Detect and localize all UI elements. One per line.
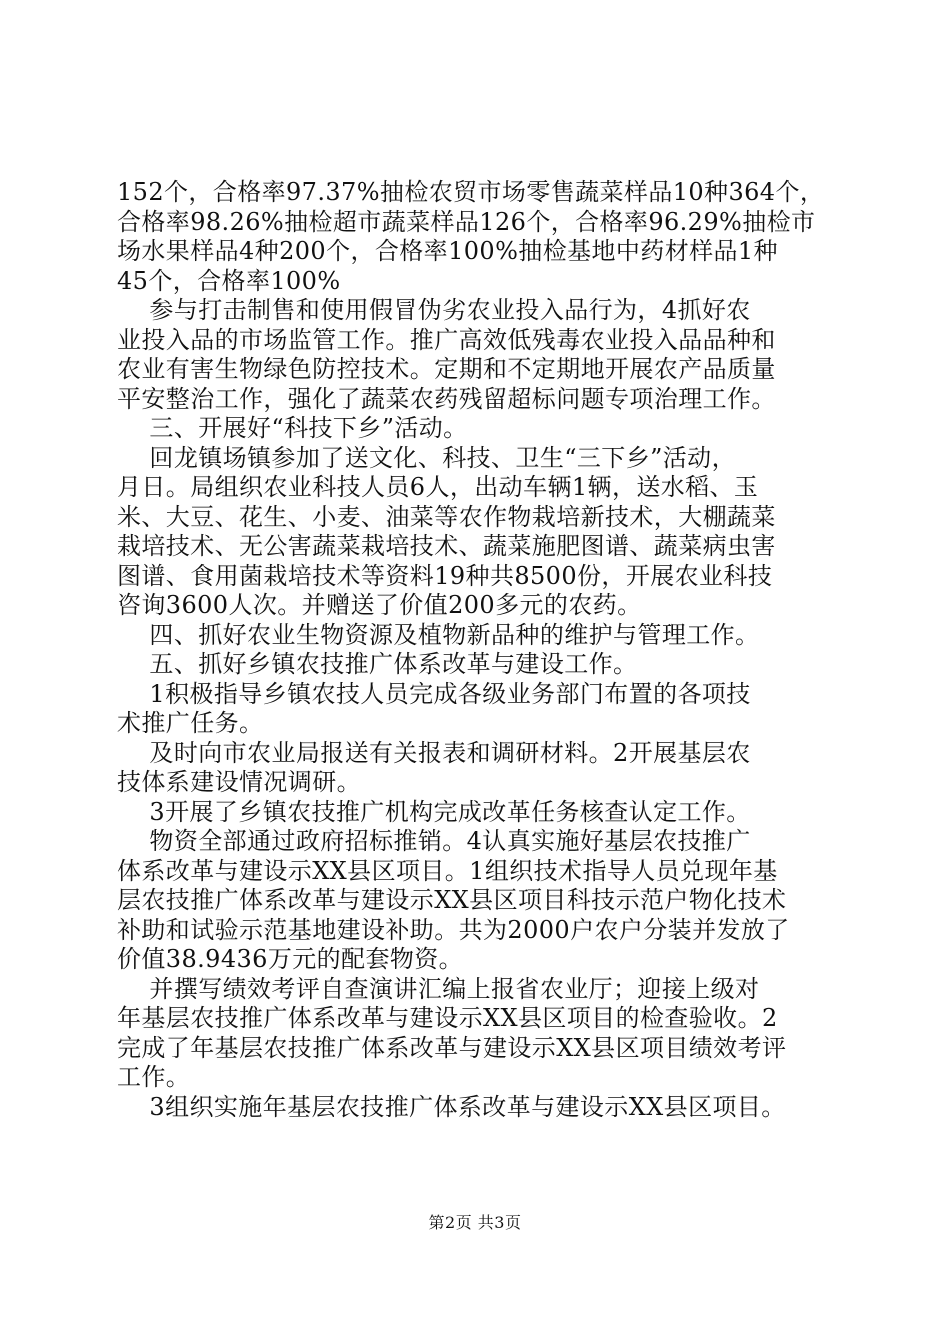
text-line: 米、大豆、花生、小麦、油菜等农作物栽培新技术，大棚蔬菜: [117, 502, 776, 531]
text-line: 层农技推广体系改革与建设示XX县区项目科技示范户物化技术: [117, 886, 787, 914]
text-line: 农业有害生物绿色防控技术。定期和不定期地开展农产品质量: [117, 355, 776, 383]
text-line: 体系改革与建设示XX县区项目。1组织技术指导人员兑现年基: [117, 856, 778, 885]
text-line: 栽培技术、无公害蔬菜栽培技术、蔬菜施肥图谱、蔬菜病虫害: [117, 532, 776, 560]
text-line: 场水果样品4种200个，合格率100%抽检基地中药材样品1种: [117, 237, 778, 265]
text-line: 合格率98.26%抽检超市蔬菜样品126个，合格率96.29%抽检市: [117, 207, 816, 236]
text-line: 五、抓好乡镇农技推广体系改革与建设工作。: [117, 650, 638, 678]
text-line: 价值38.9436万元的配套物资。: [117, 945, 464, 973]
text-line: 年基层农技推广体系改革与建设示XX县区项目的检查验收。2: [117, 1004, 778, 1032]
text-line: 图谱、食用菌栽培技术等资料19种共8500份，开展农业科技: [117, 561, 773, 590]
text-line: 工作。: [117, 1063, 191, 1091]
text-line: 平安整治工作，强化了蔬菜农药残留超标问题专项治理工作。: [117, 384, 776, 413]
text-line: 月日。局组织农业科技人员6人，出动车辆1辆，送水稻、玉: [117, 473, 759, 501]
page-footer: 第2页 共3页: [428, 1213, 522, 1232]
text-line: 术推广任务。: [117, 709, 264, 737]
text-line: 1积极指导乡镇农技人员完成各级业务部门布置的各项技: [117, 679, 751, 708]
text-line: 152个，合格率97.37%抽检农贸市场零售蔬菜样品10种364个，: [117, 178, 825, 206]
text-line: 3开展了乡镇农技推广机构完成改革任务核查认定工作。: [117, 797, 751, 826]
text-line: 三、开展好“科技下乡”活动。: [117, 414, 468, 442]
text-line: 四、抓好农业生物资源及植物新品种的维护与管理工作。: [117, 620, 760, 649]
text-line: 业投入品的市场监管工作。推广高效低残毒农业投入品品种和: [117, 325, 776, 354]
text-line: 补助和试验示范基地建设补助。共为2000户农户分装并发放了: [117, 915, 790, 944]
text-line: 回龙镇场镇参加了送文化、科技、卫生“三下乡”活动，: [117, 443, 736, 472]
text-line: 3组织实施年基层农技推广体系改革与建设示XX县区项目。: [117, 1092, 786, 1121]
document-body: [117, 178, 857, 1122]
text-line: 咨询3600人次。并赠送了价值200多元的农药。: [117, 591, 642, 619]
text-line: 及时向市农业局报送有关报表和调研材料。2开展基层农: [117, 738, 751, 767]
text-line: 参与打击制售和使用假冒伪劣农业投入品行为，4抓好农: [117, 296, 751, 324]
text-line: 完成了年基层农技推广体系改革与建设示XX县区项目绩效考评: [117, 1033, 787, 1062]
text-line: 45个，合格率100%: [117, 266, 341, 295]
text-line: 物资全部通过政府招标推销。4认真实施好基层农技推广: [117, 827, 751, 855]
text-line: 并撰写绩效考评自查演讲汇编上报省农业厅；迎接上级对: [117, 974, 760, 1003]
text-line: 技体系建设情况调研。: [117, 768, 361, 796]
